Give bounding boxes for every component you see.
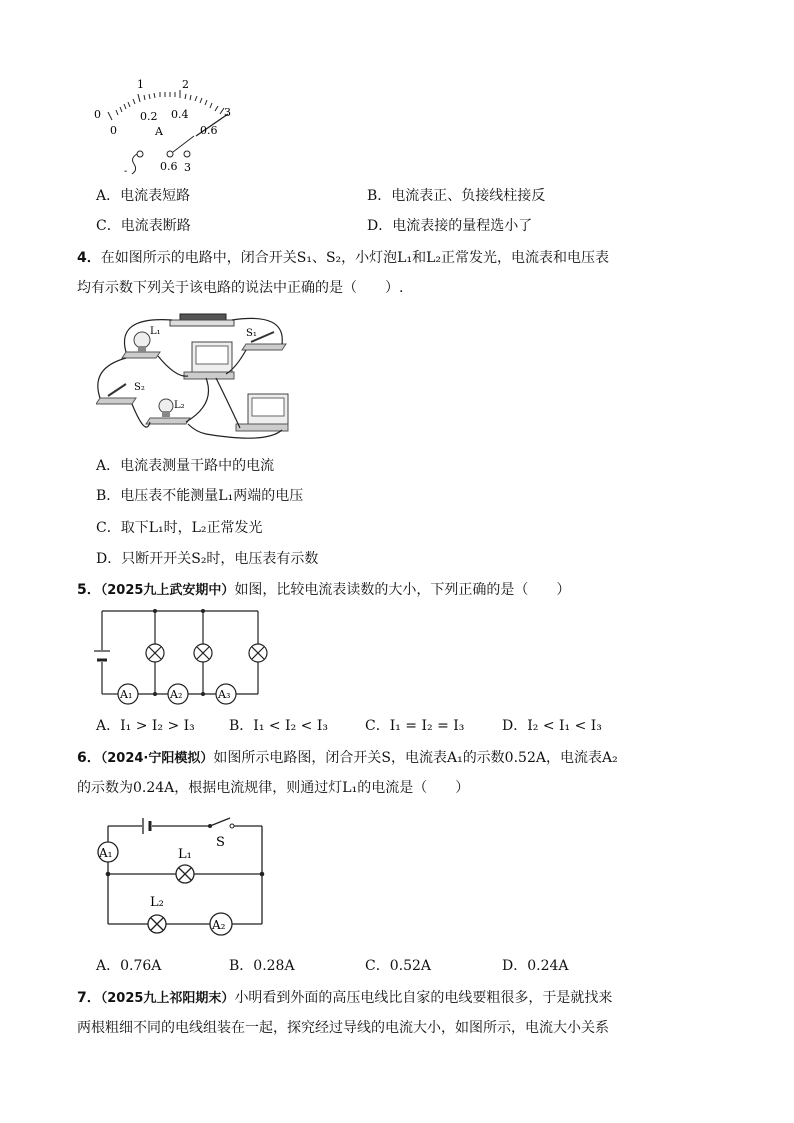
q6-option-c[interactable]: C．0.52A — [365, 958, 431, 974]
q3-option-d[interactable]: D．电流表接的量程选小了 — [367, 218, 533, 234]
scale-top-0: 0 — [94, 108, 101, 121]
q4-number: 4． — [77, 250, 101, 266]
scale-bottom-0-6: 0.6 — [200, 124, 218, 137]
terminal-minus: - — [124, 166, 128, 177]
meter-unit: A — [155, 125, 163, 138]
scale-top-2: 2 — [182, 78, 189, 91]
q6-source: （2024·宁阳模拟） — [100, 751, 214, 766]
q4-circuit-photo-figure — [96, 308, 292, 444]
q4-label-l2: L₂ — [174, 400, 185, 411]
q6-number: 6． — [77, 750, 101, 766]
scale-bottom-0-4: 0.4 — [171, 108, 189, 121]
q7-stem-line2: 两根粗细不同的电线组装在一起，探究经过导线的电流大小，如图所示，电流大小关系 — [77, 1020, 609, 1036]
scale-top-3: 3 — [224, 106, 231, 119]
ammeter-dial-figure — [88, 74, 248, 180]
scale-bottom-0: 0 — [110, 124, 117, 137]
q5-meter-a1: A₁ — [120, 688, 133, 701]
q3-option-b[interactable]: B．电流表正、负接线柱接反 — [367, 188, 546, 204]
terminal-3: 3 — [184, 161, 191, 174]
q6-label-l1: L₁ — [178, 847, 192, 862]
q5-option-c[interactable]: C．I₁ = I₂ = I₃ — [365, 718, 465, 734]
q5-meter-a2: A₂ — [170, 688, 183, 701]
q4-stem-line1: 4．在如图所示的电路中，闭合开关S₁、S₂，小灯泡L₁和L₂正常发光，电流表和电压表 — [77, 250, 609, 266]
q5-stem: 5．（2025九上武安期中）如图，比较电流表读数的大小，下列正确的是（ ） — [77, 582, 571, 598]
q7-source: （2025九上祁阳期末） — [100, 991, 235, 1006]
q4-label-s2: S₂ — [134, 382, 145, 393]
terminal-0-6: 0.6 — [160, 160, 178, 173]
q4-label-s1: S₁ — [246, 328, 257, 339]
q4-option-c[interactable]: C．取下L₁时，L₂正常发光 — [96, 520, 263, 536]
q6-meter-a1: A₁ — [99, 846, 113, 860]
q3-option-c[interactable]: C．电流表断路 — [96, 218, 191, 234]
scale-top-1: 1 — [137, 78, 144, 91]
scale-bottom-0-2: 0.2 — [140, 110, 158, 123]
q6-option-d[interactable]: D．0.24A — [502, 958, 569, 974]
q6-label-s: S — [216, 835, 225, 850]
q4-option-a[interactable]: A．电流表测量干路中的电流 — [96, 458, 275, 474]
q5-option-b[interactable]: B．I₁ < I₂ < I₃ — [229, 718, 328, 734]
q7-stem-line1: 7．（2025九上祁阳期末）小明看到外面的高压电线比自家的电线要粗很多，于是就找来 — [77, 990, 613, 1006]
q5-number: 5． — [77, 582, 101, 598]
q5-option-a[interactable]: A．I₁ > I₂ > I₃ — [96, 718, 195, 734]
q5-parallel-circuit-figure — [92, 606, 268, 708]
q4-option-b[interactable]: B．电压表不能测量L₁两端的电压 — [96, 488, 304, 504]
q6-circuit-diagram-figure — [92, 812, 272, 942]
q3-option-a[interactable]: A．电流表短路 — [96, 188, 191, 204]
q5-source: （2025九上武安期中） — [100, 583, 235, 598]
q6-label-l2: L₂ — [150, 895, 164, 910]
q4-option-d[interactable]: D．只断开开关S₂时，电压表有示数 — [96, 551, 319, 567]
q6-meter-a2: A₂ — [212, 918, 226, 932]
q6-stem-line1: 6．（2024·宁阳模拟）如图所示电路图，闭合开关S，电流表A₁的示数0.52A，电流表A₂ — [77, 750, 618, 766]
q4-label-l1: L₁ — [150, 326, 161, 337]
q5-meter-a3: A₃ — [218, 688, 231, 701]
q6-option-a[interactable]: A．0.76A — [96, 958, 162, 974]
q7-number: 7． — [77, 990, 101, 1006]
q5-option-d[interactable]: D．I₂ < I₁ < I₃ — [502, 718, 602, 734]
q4-stem-line2: 均有示数下列关于该电路的说法中正确的是（ ）. — [77, 280, 404, 296]
q6-option-b[interactable]: B．0.28A — [229, 958, 295, 974]
q6-stem-line2: 的示数为0.24A，根据电流规律，则通过灯L₁的电流是（ ） — [77, 780, 470, 796]
